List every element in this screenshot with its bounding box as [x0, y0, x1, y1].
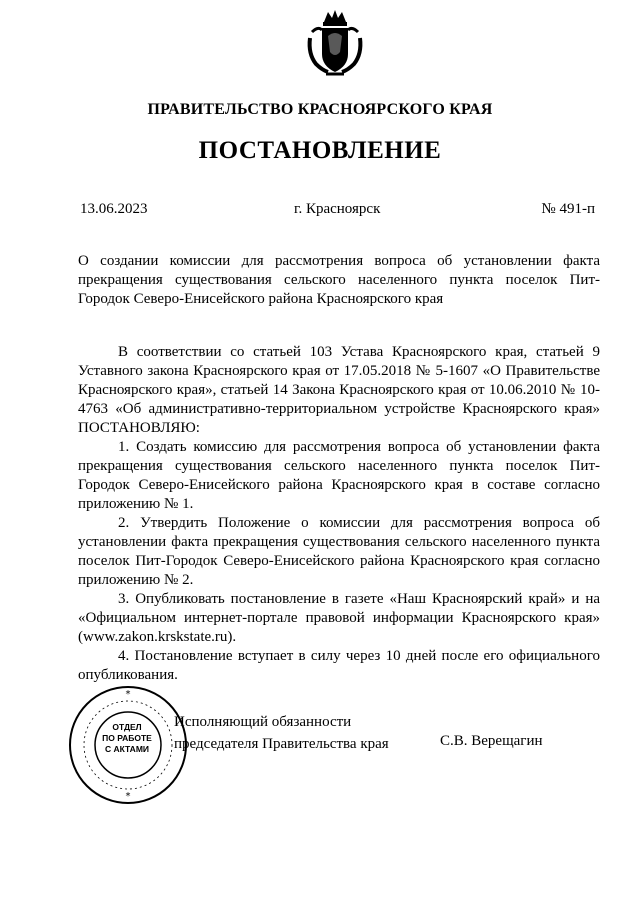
- document-number: № 491-п: [541, 201, 595, 217]
- signatory-role-line: председателя Правительства края: [174, 736, 389, 752]
- coat-of-arms-emblem: [302, 8, 368, 80]
- organization-name: ПРАВИТЕЛЬСТВО КРАСНОЯРСКОГО КРАЯ: [147, 101, 493, 118]
- signatory-role: [174, 711, 389, 755]
- preamble-paragraph: В соответствии со статьей 103 Устава Красноярского края, статьей 9 Уставного закона Красноярского края от 17.05.2018 № 5-1607 «О Правительстве Красноярского края», статьей 14 Закона Красноярского края от 10.06.2010 № 10-4763 «Об административно-территориальном устройстве Красноярского края» ПОСТАНОВЛЯЮ:: [78, 344, 600, 436]
- resolution-item: 2. Утвердить Положение о комиссии для рассмотрения вопроса об установлении факта прекращения существования сельского населенного пункта поселок Пит-Городок Северо-Енисейского района Красноярского края согласно приложению № 2.: [78, 515, 600, 588]
- svg-text:*: *: [125, 689, 131, 700]
- resolution-item: 4. Постановление вступает в силу через 10 дней после его официального опубликования.: [78, 648, 600, 683]
- stamp-text: [100, 722, 154, 755]
- document-title: ПОСТАНОВЛЕНИЕ: [198, 137, 442, 164]
- document-date: 13.06.2023: [80, 201, 148, 217]
- document-city: г. Красноярск: [294, 201, 381, 217]
- resolution-item: 1. Создать комиссию для рассмотрения вопроса об установлении факта прекращения существования сельского населенного пункта поселок Пит-Городок Северо-Енисейского района Красноярского края в составе согласно приложению № 1.: [78, 439, 600, 512]
- stamp-line: ПО РАБОТЕ: [102, 733, 152, 743]
- document-body: [78, 343, 600, 685]
- svg-text:*: *: [125, 791, 131, 802]
- document-subject: О создании комиссии для рассмотрения вопроса об установлении факта прекращения существования сельского населенного пункта поселок Пит-Городок Северо-Енисейского района Красноярского края: [78, 253, 600, 307]
- stamp-line: С АКТАМИ: [104, 744, 150, 754]
- signatory-role-line: Исполняющий обязанности: [174, 714, 352, 730]
- resolution-item: 3. Опубликовать постановление в газете «Наш Красноярский край» и на «Официальном интернет-портале правовой информации Красноярского края» (www.zakon.krskstate.ru).: [78, 591, 600, 645]
- signatory-name: С.В. Верещагин: [440, 733, 543, 749]
- stamp-line: ОТДЕЛ: [112, 722, 142, 732]
